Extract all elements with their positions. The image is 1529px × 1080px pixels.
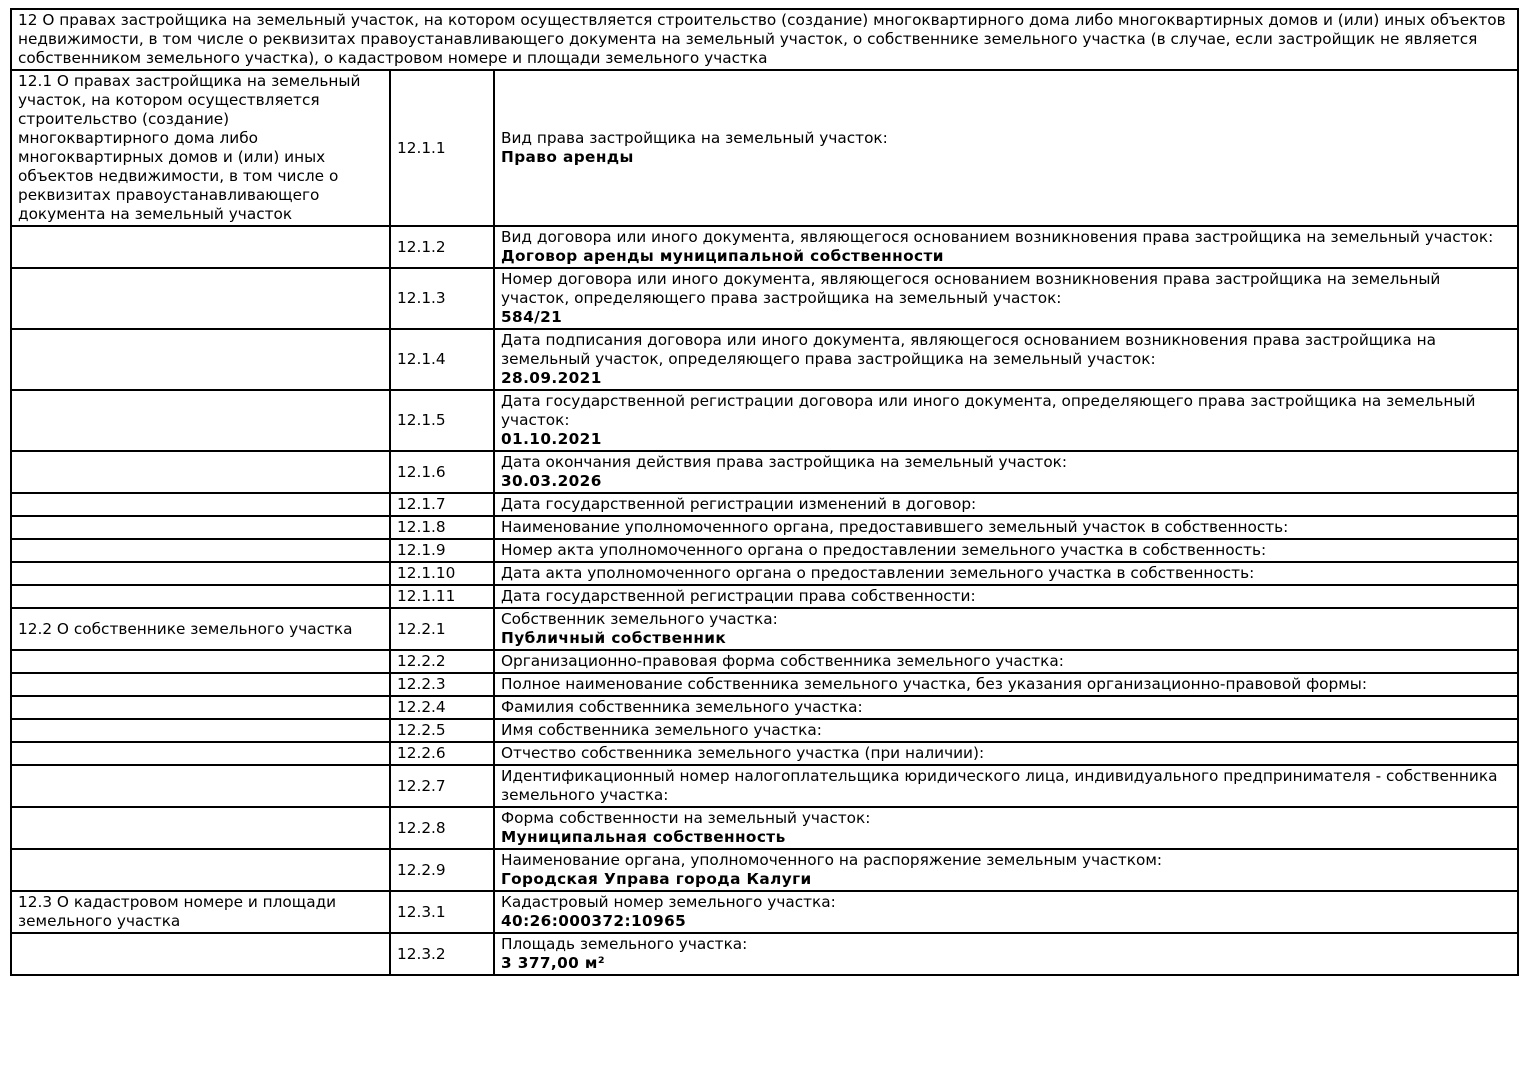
item-content-cell — [494, 516, 1518, 539]
item-content-cell — [494, 765, 1518, 807]
item-content-cell — [494, 608, 1518, 650]
item-number: 12.1.7 — [397, 495, 446, 513]
table-row — [11, 742, 1518, 765]
item-number-cell — [390, 516, 494, 539]
item-label: Собственник земельного участка: — [501, 610, 778, 628]
item-number: 12.2.1 — [397, 619, 446, 638]
item-number-cell — [390, 807, 494, 849]
item-value: 40:26:000372:10965 — [501, 912, 687, 930]
table-row — [11, 70, 1518, 226]
section-label-cell — [11, 390, 390, 451]
item-number-cell — [390, 493, 494, 516]
table-row — [11, 451, 1518, 493]
item-content-cell — [494, 673, 1518, 696]
table-body — [11, 9, 1518, 975]
item-number-cell — [390, 585, 494, 608]
table-row — [11, 933, 1518, 975]
item-number-cell — [390, 650, 494, 673]
item-value: 28.09.2021 — [501, 369, 602, 387]
table-row — [11, 849, 1518, 891]
item-label: Дата окончания действия права застройщика на земельный участок: — [501, 453, 1068, 471]
section-label-cell — [11, 226, 390, 268]
item-label: Фамилия собственника земельного участка: — [501, 698, 863, 716]
item-number-cell — [390, 696, 494, 719]
item-number: 12.1.3 — [397, 289, 446, 307]
item-number-cell — [390, 451, 494, 493]
item-label: Дата подписания договора или иного документа, являющегося основанием возникновения права застройщика на земельный участок, определяющего права застройщика на земельный участок: — [501, 331, 1436, 368]
declaration-table — [10, 8, 1519, 976]
table-row — [11, 891, 1518, 933]
item-label: Номер договора или иного документа, являющегося основанием возникновения права застройщика на земельный участок, определяющего права застройщика на земельный участок: — [501, 270, 1441, 307]
section-label: 12.3 О кадастровом номере и площади земельного участка — [18, 893, 337, 930]
item-label: Наименование органа, уполномоченного на распоряжение земельным участком: — [501, 851, 1163, 869]
table-row — [11, 585, 1518, 608]
item-label: Дата государственной регистрации права собственности: — [501, 587, 976, 605]
item-content-cell — [494, 70, 1518, 226]
item-number: 12.1.2 — [397, 237, 446, 256]
item-label: Отчество собственника земельного участка (при наличии): — [501, 744, 985, 762]
item-number: 12.2.3 — [397, 675, 446, 693]
item-label: Кадастровый номер земельного участка: — [501, 893, 836, 911]
item-value: Муниципальная собственность — [501, 828, 786, 846]
item-number: 12.2.7 — [397, 776, 446, 795]
section-label-cell — [11, 516, 390, 539]
item-content-cell — [494, 562, 1518, 585]
item-number-cell — [390, 719, 494, 742]
item-label: Дата акта уполномоченного органа о предоставлении земельного участка в собственность: — [501, 564, 1255, 582]
item-content-cell — [494, 933, 1518, 975]
item-number: 12.1.1 — [397, 138, 446, 157]
item-content-cell — [494, 390, 1518, 451]
item-label: Идентификационный номер налогоплательщика юридического лица, индивидуального предпринимателя - собственника земельного участка: — [501, 767, 1498, 804]
table-row — [11, 807, 1518, 849]
item-number: 12.3.1 — [397, 902, 446, 921]
section-label-cell — [11, 268, 390, 329]
item-label: Вид права застройщика на земельный участок: — [501, 129, 888, 147]
item-label: Площадь земельного участка: — [501, 935, 748, 953]
item-content-cell — [494, 585, 1518, 608]
item-number: 12.1.11 — [397, 587, 456, 605]
item-number: 12.1.4 — [397, 350, 446, 368]
item-content-cell — [494, 891, 1518, 933]
item-content-cell — [494, 329, 1518, 390]
section-label-cell — [11, 807, 390, 849]
item-value: Договор аренды муниципальной собственности — [501, 247, 944, 265]
section-label-cell — [11, 765, 390, 807]
table-row — [11, 493, 1518, 516]
item-number: 12.2.9 — [397, 860, 446, 879]
table-row — [11, 226, 1518, 268]
item-number: 12.1.8 — [397, 518, 446, 536]
item-content-cell — [494, 650, 1518, 673]
item-content-cell — [494, 696, 1518, 719]
item-label: Полное наименование собственника земельного участка, без указания организационно-правовой формы: — [501, 675, 1368, 693]
section-label-cell — [11, 650, 390, 673]
item-number: 12.2.2 — [397, 652, 446, 670]
section-label-cell — [11, 673, 390, 696]
item-number: 12.1.9 — [397, 541, 446, 559]
item-number: 12.3.2 — [397, 944, 446, 963]
item-label: Дата государственной регистрации договора или иного документа, определяющего права застройщика на земельный участок: — [501, 392, 1476, 429]
table-row — [11, 329, 1518, 390]
item-content-cell — [494, 226, 1518, 268]
table-row — [11, 608, 1518, 650]
section-label-cell — [11, 742, 390, 765]
section-label-cell — [11, 562, 390, 585]
item-label: Форма собственности на земельный участок: — [501, 809, 871, 827]
item-number-cell — [390, 70, 494, 226]
item-number-cell — [390, 562, 494, 585]
item-number-cell — [390, 608, 494, 650]
table-row — [11, 673, 1518, 696]
item-number: 12.2.6 — [397, 744, 446, 762]
item-content-cell — [494, 849, 1518, 891]
item-value: 3 377,00 м² — [501, 954, 605, 972]
section-label-cell — [11, 719, 390, 742]
item-number-cell — [390, 933, 494, 975]
item-number-cell — [390, 226, 494, 268]
section-label-cell — [11, 493, 390, 516]
section-label-cell — [11, 891, 390, 933]
item-content-cell — [494, 719, 1518, 742]
item-label: Имя собственника земельного участка: — [501, 721, 822, 739]
table-row — [11, 539, 1518, 562]
item-content-cell — [494, 268, 1518, 329]
section-label-cell — [11, 70, 390, 226]
item-number: 12.1.10 — [397, 564, 456, 582]
item-value: Публичный собственник — [501, 629, 727, 647]
item-number-cell — [390, 329, 494, 390]
section-label: 12.2 О собственнике земельного участка — [18, 619, 353, 638]
section-label-cell — [11, 933, 390, 975]
item-number-cell — [390, 539, 494, 562]
section-label-cell — [11, 696, 390, 719]
item-content-cell — [494, 493, 1518, 516]
table-row — [11, 268, 1518, 329]
table-row — [11, 650, 1518, 673]
table-row — [11, 765, 1518, 807]
item-number-cell — [390, 268, 494, 329]
item-content-cell — [494, 807, 1518, 849]
section-label: 12.1 О правах застройщика на земельный участок, на котором осуществляется строительство (создание) многоквартирного дома либо многоквартирных домов и (или) иных объектов недвижимости, в том числе о реквизитах правоустанавливающего документа на земельный участок — [18, 72, 361, 223]
table-row — [11, 390, 1518, 451]
item-content-cell — [494, 742, 1518, 765]
item-label: Организационно-правовая форма собственника земельного участка: — [501, 652, 1064, 670]
section-label-cell — [11, 329, 390, 390]
item-number: 12.1.5 — [397, 411, 446, 429]
item-content-cell — [494, 451, 1518, 493]
item-number: 12.1.6 — [397, 462, 446, 481]
item-number-cell — [390, 390, 494, 451]
item-number: 12.2.5 — [397, 721, 446, 739]
table-row — [11, 562, 1518, 585]
section-label-cell — [11, 539, 390, 562]
section-12-header: 12 О правах застройщика на земельный участок, на котором осуществляется строительство (создание) многоквартирного дома либо многоквартирных домов и (или) иных объектов недвижимости, в том числе о реквизитах правоустанавливающего документа на земельный участок, о собственнике земельного участка (в случае, если застройщик не является собственником земельного участка), о кадастровом номере и площади земельного участка — [11, 9, 1518, 70]
item-number: 12.2.4 — [397, 698, 446, 716]
table-row — [11, 719, 1518, 742]
section-label-cell — [11, 451, 390, 493]
item-number-cell — [390, 849, 494, 891]
item-number-cell — [390, 891, 494, 933]
section-label-cell — [11, 849, 390, 891]
item-label: Наименование уполномоченного органа, предоставившего земельный участок в собственность: — [501, 518, 1289, 536]
item-label: Дата государственной регистрации изменений в договор: — [501, 495, 977, 513]
item-number-cell — [390, 673, 494, 696]
item-value: 30.03.2026 — [501, 472, 602, 490]
table-row — [11, 516, 1518, 539]
item-number-cell — [390, 765, 494, 807]
item-value: 01.10.2021 — [501, 430, 602, 448]
item-number: 12.2.8 — [397, 818, 446, 837]
section-label-cell — [11, 585, 390, 608]
item-label: Вид договора или иного документа, являющегося основанием возникновения права застройщика на земельный участок: — [501, 228, 1494, 246]
section-label-cell — [11, 608, 390, 650]
item-content-cell — [494, 539, 1518, 562]
item-number-cell — [390, 742, 494, 765]
table-row — [11, 696, 1518, 719]
item-label: Номер акта уполномоченного органа о предоставлении земельного участка в собственность: — [501, 541, 1267, 559]
item-value: Городская Управа города Калуги — [501, 870, 812, 888]
header-row — [11, 9, 1518, 70]
item-value: 584/21 — [501, 308, 563, 326]
item-value: Право аренды — [501, 148, 634, 166]
